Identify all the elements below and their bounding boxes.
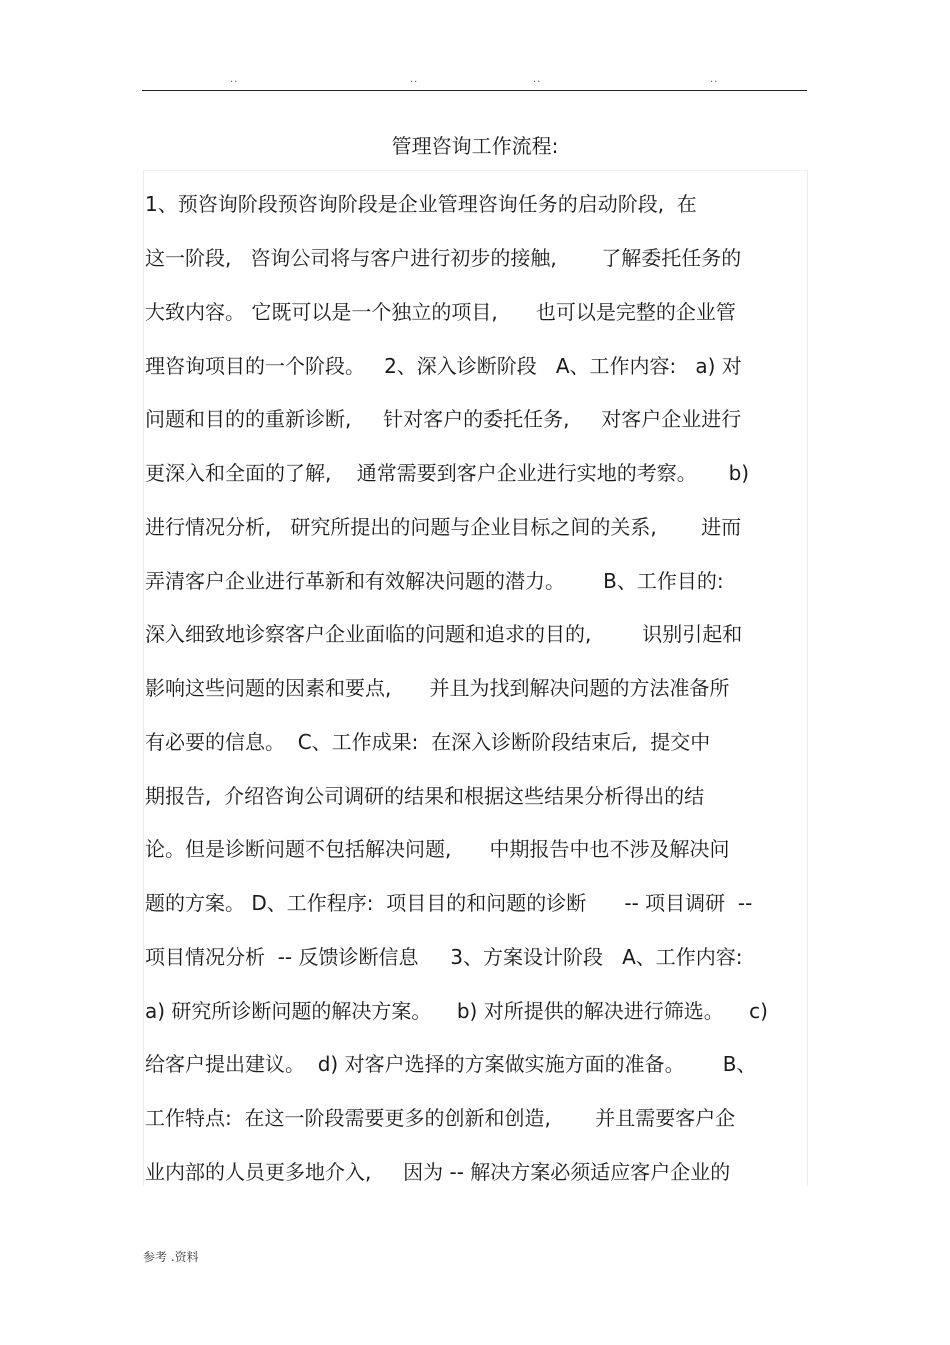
- page-footer: 参考 .资料: [143, 1250, 199, 1264]
- body-line: 大致内容。 它既可以是一个独立的项目, 也可以是完整的企业管: [145, 300, 736, 324]
- body-line: 更深入和全面的了解, 通常需要到客户企业进行实地的考察。 b): [145, 461, 750, 485]
- body-line: 深入细致地诊察客户企业面临的问题和追求的目的, 识别引起和: [145, 622, 743, 646]
- body-line: 影响这些问题的因素和要点, 并且为找到解决问题的方法准备所: [145, 676, 730, 700]
- body-line: 弄清客户企业进行革新和有效解决问题的潜力。 B、工作目的:: [145, 569, 724, 593]
- body-line: 项目情况分析 -- 反馈诊断信息 3、方案设计阶段 A、工作内容:: [145, 945, 743, 969]
- body-line: 问题和目的的重新诊断, 针对客户的委托任务, 对客户企业进行: [145, 407, 742, 431]
- header-mark: ..: [533, 74, 542, 85]
- document-title: 管理咨询工作流程:: [391, 134, 559, 158]
- body-line: 给客户提出建议。 d) 对客户选择的方案做实施方面的准备。 B、: [145, 1052, 757, 1076]
- body-line: 工作特点: 在这一阶段需要更多的创新和创造, 并且需要客户企: [145, 1106, 736, 1130]
- header-mark: ..: [710, 74, 719, 85]
- body-line: 论。但是诊断问题不包括解决问题, 中期报告中也不涉及解决问: [145, 837, 730, 861]
- body-line: 业内部的人员更多地介入, 因为 -- 解决方案必须适应客户企业的: [145, 1160, 731, 1184]
- body-line: a) 研究所诊断问题的解决方案。 b) 对所提供的解决进行筛选。 c): [145, 999, 768, 1023]
- body-line: 理咨询项目的一个阶段。 2、深入诊断阶段 A、工作内容: a) 对: [145, 354, 742, 378]
- header-mark: ..: [410, 74, 419, 85]
- body-line: 有必要的信息。 C、工作成果: 在深入诊断阶段结束后, 提交中: [145, 730, 711, 754]
- body-line: 题的方案。 D、工作程序: 项目目的和问题的诊断 -- 项目调研 --: [145, 891, 753, 915]
- body-line: 进行情况分析, 研究所提出的问题与企业目标之间的关系, 进而: [145, 515, 742, 539]
- body-line: 1、预咨询阶段预咨询阶段是企业管理咨询任务的启动阶段, 在: [145, 192, 697, 216]
- header-mark: ..: [230, 74, 239, 85]
- body-line: 期报告, 介绍咨询公司调研的结果和根据这些结果分析得出的结: [145, 784, 705, 808]
- body-line: 这一阶段, 咨询公司将与客户进行初步的接触, 了解委托任务的: [145, 246, 742, 270]
- header-rule: [142, 90, 807, 91]
